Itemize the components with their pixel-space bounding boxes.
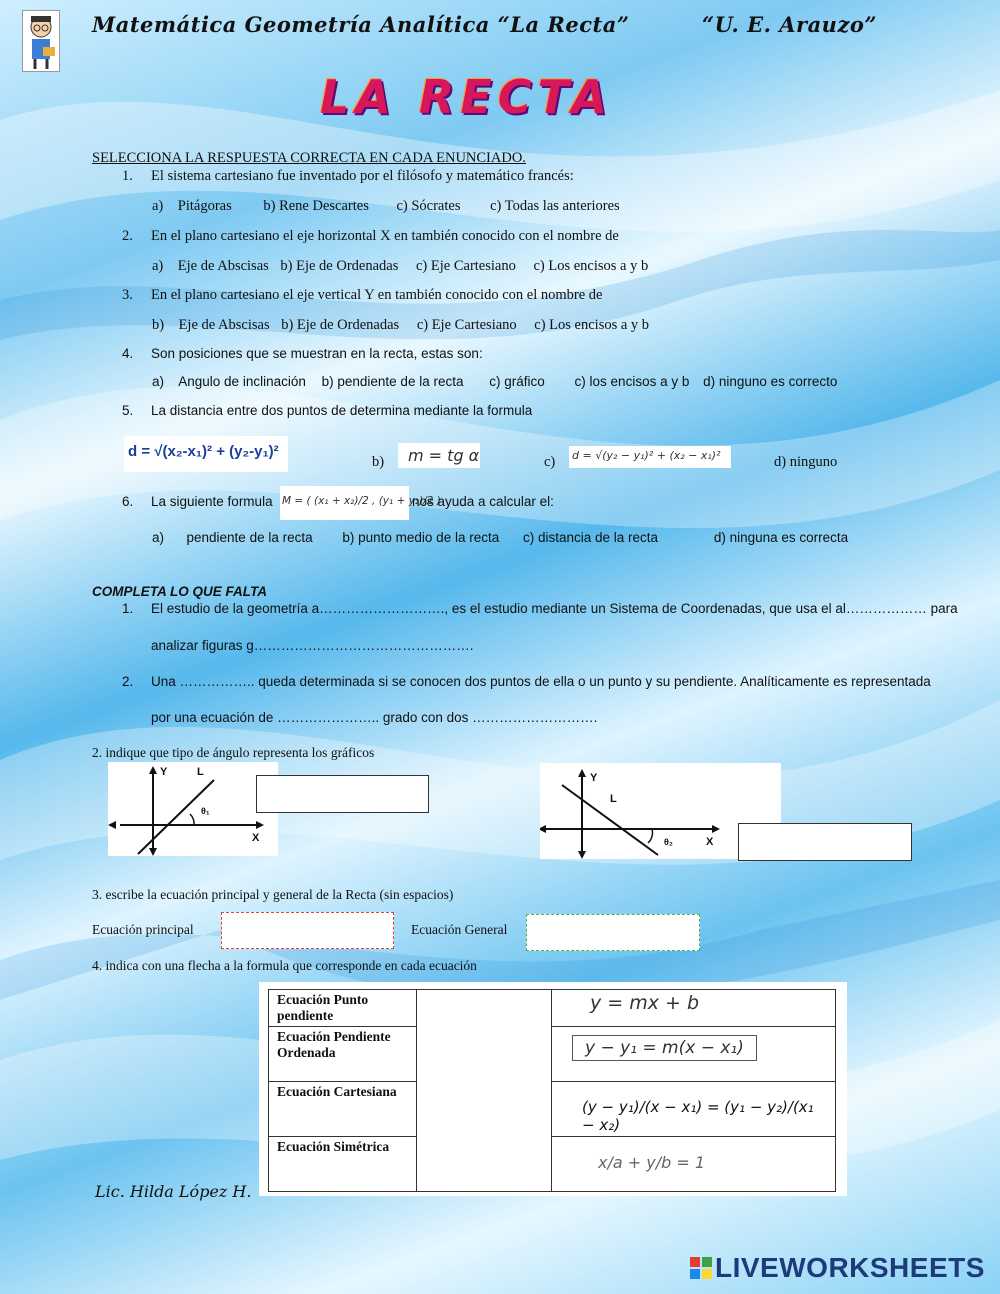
option-b[interactable]: b) Eje de Ordenadas — [280, 258, 399, 274]
option-c[interactable]: c) distancia de la recta — [523, 530, 659, 545]
table-row — [269, 990, 836, 1027]
question-6 — [122, 494, 273, 509]
theta-label: θ₂ — [664, 837, 673, 847]
option-d[interactable]: c) Todas las anteriores — [490, 198, 620, 214]
section1-instruction: SELECCIONA LA RESPUESTA CORRECTA EN CADA ENUNCIADO. — [92, 150, 526, 166]
formula-a: d = √(x₂-x₁)² + (y₂-y₁)² — [128, 443, 279, 460]
formula-option-c-label: c) — [544, 454, 556, 470]
arrow-space[interactable] — [417, 1027, 552, 1082]
angle-answer-input-1[interactable] — [256, 775, 429, 813]
formula-c: d = √(y₂ − y₁)² + (x₂ − x₁)² — [572, 449, 721, 462]
arrow-space[interactable] — [417, 1082, 552, 1137]
table-row — [269, 1027, 836, 1082]
item-number: 2. — [122, 674, 134, 689]
formula-option-b-label: b) — [372, 454, 385, 470]
option-b[interactable]: b) punto medio de la recta — [342, 530, 500, 545]
y-axis-label: Y — [590, 772, 598, 784]
option-c[interactable]: c) Eje Cartesiano — [416, 258, 516, 274]
principal-equation-label: Ecuación principal — [92, 922, 194, 937]
theta-label: θ₁ — [201, 806, 210, 816]
equation-label: Ecuación Pendiente Ordenada — [269, 1027, 417, 1082]
y-axis-label: Y — [160, 766, 168, 778]
angle-answer-input-2[interactable] — [738, 823, 912, 861]
complete-item-2 — [122, 674, 931, 689]
question-text: Son posiciones que se muestran en la recta, estas son: — [151, 346, 483, 361]
question-1-options — [152, 198, 620, 215]
line-label: L — [610, 793, 617, 805]
page-header-title: Matemática Geometría Analítica “La Recta” — [92, 12, 630, 37]
line-label: L — [197, 766, 204, 778]
school-name: “U. E. Arauzo” — [702, 12, 877, 37]
question-3 — [122, 287, 602, 304]
item-number: 1. — [122, 601, 134, 616]
formula-option-a[interactable] — [124, 436, 288, 472]
question-2-options — [152, 258, 648, 275]
question-6-continuation: nos ayuda a calcular el: — [412, 494, 554, 509]
option-c[interactable]: c) Eje Cartesiano — [416, 317, 517, 333]
option-d[interactable]: c) los encisos a y b — [574, 374, 690, 389]
logo-text: LIVEWORKSHEETS — [715, 1252, 985, 1283]
x-axis-label: X — [706, 836, 714, 848]
question-number: 5. — [122, 403, 134, 418]
table-row — [269, 1082, 836, 1137]
general-equation-input[interactable] — [526, 914, 700, 951]
section4-title: 3. escribe la ecuación principal y general de la Recta (sin espacios) — [92, 887, 454, 902]
option-a[interactable]: b) Eje de Abscisas — [152, 317, 270, 333]
formula-option-b[interactable] — [398, 443, 480, 468]
option-e[interactable]: d) ninguno es correcto — [703, 374, 838, 389]
question-2 — [122, 228, 619, 245]
option-a[interactable]: a) Eje de Abscisas — [152, 258, 269, 274]
equation-label: Ecuación Simétrica — [269, 1137, 417, 1192]
complete-item-1-line2[interactable]: analizar figuras g…………………………………………. — [151, 638, 474, 653]
arrow-space[interactable] — [417, 1137, 552, 1192]
option-b[interactable]: b) Rene Descartes — [263, 198, 369, 214]
equation-formula[interactable]: (y − y₁)/(x − x₁) = (y₁ − y₂)/(x₁ − x₂) — [552, 1082, 836, 1137]
option-d[interactable]: c) Los encisos a y b — [533, 258, 649, 274]
question-number: 6. — [122, 494, 134, 509]
question-1 — [122, 168, 574, 185]
author-signature: Lic. Hilda López H. — [95, 1182, 252, 1201]
equation-formula[interactable]: x/a + y/b = 1 — [552, 1137, 836, 1192]
question-number: 3. — [122, 287, 133, 303]
section2-title: COMPLETA LO QUE FALTA — [92, 584, 267, 599]
equation-label: Ecuación Cartesiana — [269, 1082, 417, 1137]
option-a[interactable]: a) Pitágoras — [152, 198, 232, 214]
equation-label: Ecuación Punto pendiente — [269, 990, 417, 1027]
option-a[interactable]: a) pendiente de la recta — [152, 530, 313, 545]
question-4 — [122, 346, 483, 361]
complete-item-2-line2[interactable]: por una ecuación de ………………….. grado con dos ………………………. — [151, 710, 598, 725]
section5-title: 4. indica con una flecha a la formula que corresponde en cada ecuación — [92, 958, 477, 973]
avatar — [22, 10, 60, 72]
option-a[interactable]: a) Angulo de inclinación — [152, 374, 306, 389]
arrow-space[interactable] — [417, 990, 552, 1027]
section3-title: 2. indique que tipo de ángulo representa los gráficos — [92, 745, 375, 760]
principal-equation-input[interactable] — [221, 912, 394, 949]
logo-icon — [690, 1257, 712, 1279]
formula-option-c[interactable] — [569, 446, 731, 468]
option-d[interactable]: d) ninguna es correcta — [713, 530, 849, 545]
option-b[interactable]: b) Eje de Ordenadas — [281, 317, 400, 333]
equation-formula[interactable]: y = mx + b — [552, 990, 836, 1027]
item-text-line1[interactable]: Una …………….. queda determinada si se conocen dos puntos de ella o un punto y su pendiente. Analíticamente es representada — [151, 674, 931, 689]
formula-option-d[interactable]: d) ninguno — [774, 454, 838, 470]
midpoint-formula — [280, 486, 441, 520]
option-d[interactable]: c) Los encisos a y b — [534, 317, 650, 333]
option-b[interactable]: b) pendiente de la recta — [321, 374, 464, 389]
question-text: La distancia entre dos puntos de determina mediante la formula — [151, 403, 533, 418]
question-4-options — [152, 374, 837, 389]
question-number: 1. — [122, 168, 133, 184]
formula-b: m = tg α — [408, 446, 480, 465]
option-c[interactable]: c) Sócrates — [396, 198, 461, 214]
x-axis-label: X — [252, 832, 260, 844]
item-text-line1[interactable]: El estudio de la geometría a………………………., es el estudio mediante un Sistema de Coordenadas, que usa el al……………… para — [151, 601, 958, 616]
equation-formula[interactable]: y − y₁ = m(x − x₁) — [552, 1027, 836, 1082]
option-c[interactable]: c) gráfico — [489, 374, 545, 389]
question-text: La siguiente formula — [151, 494, 273, 509]
matching-table — [268, 989, 836, 1192]
question-text: En el plano cartesiano el eje horizontal X en también conocido con el nombre de — [151, 228, 619, 244]
question-text: En el plano cartesiano el eje vertical Y en también conocido con el nombre de — [151, 287, 603, 303]
table-row — [269, 1137, 836, 1192]
question-number: 2. — [122, 228, 133, 244]
complete-item-1 — [122, 601, 958, 616]
page-title: LA RECTA — [320, 70, 613, 124]
liveworksheets-logo — [690, 1252, 985, 1284]
question-text: El sistema cartesiano fue inventado por el filósofo y matemático francés: — [151, 168, 574, 184]
question-number: 4. — [122, 346, 134, 361]
question-5 — [122, 403, 532, 418]
angle-graph-1 — [108, 762, 278, 856]
question-6-options — [152, 530, 848, 545]
matching-table-container — [259, 982, 847, 1196]
formula-midpoint: M = ( (x₁ + x₂)/2 , (y₁ + y₂)/2 ) — [282, 495, 441, 507]
question-3-options — [152, 317, 649, 334]
general-equation-label: Ecuación General — [411, 922, 508, 937]
